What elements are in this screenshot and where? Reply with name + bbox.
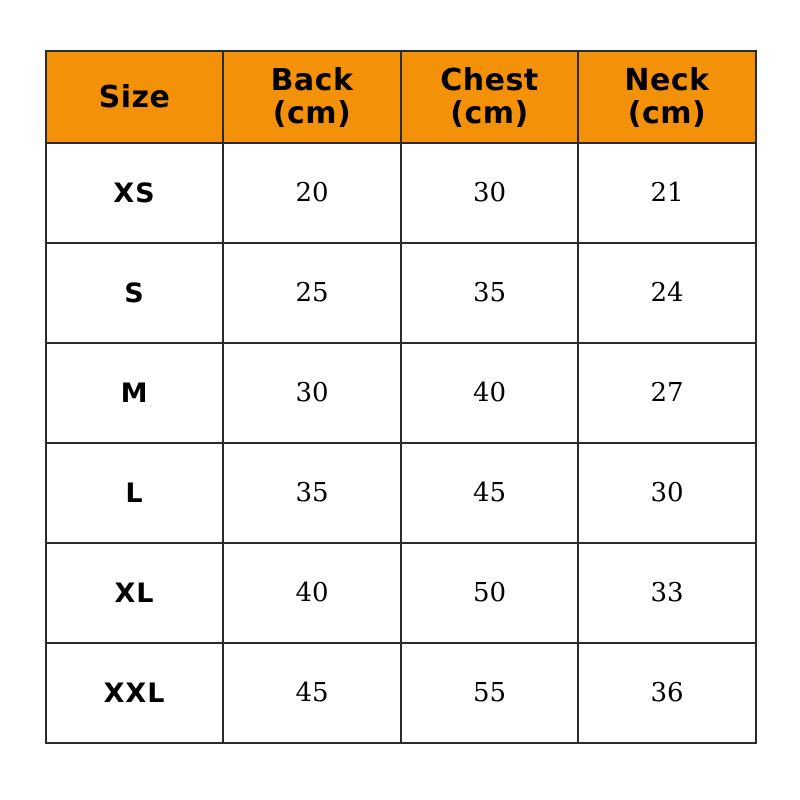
column-header-size-line1: Size bbox=[98, 79, 171, 115]
column-header-chest bbox=[401, 51, 578, 143]
column-header-neck-line2: (cm) bbox=[627, 96, 707, 131]
cell-chest: 35 bbox=[401, 243, 578, 343]
cell-neck: 30 bbox=[578, 443, 756, 543]
cell-chest: 50 bbox=[401, 543, 578, 643]
cell-back: 35 bbox=[223, 443, 401, 543]
cell-chest: 40 bbox=[401, 343, 578, 443]
column-header-neck bbox=[578, 51, 756, 143]
column-header-chest-line1: Chest bbox=[440, 63, 539, 98]
cell-neck: 27 bbox=[578, 343, 756, 443]
column-header-size bbox=[46, 51, 223, 143]
table-row bbox=[46, 243, 756, 343]
cell-chest: 45 bbox=[401, 443, 578, 543]
cell-chest: 30 bbox=[401, 143, 578, 243]
cell-back: 45 bbox=[223, 643, 401, 743]
table-row bbox=[46, 643, 756, 743]
cell-neck: 33 bbox=[578, 543, 756, 643]
column-header-chest-line2: (cm) bbox=[450, 96, 529, 131]
column-header-back-line2: (cm) bbox=[272, 96, 352, 131]
cell-back: 25 bbox=[223, 243, 401, 343]
size-chart-table bbox=[45, 50, 757, 744]
cell-size: XXL bbox=[46, 643, 223, 743]
table-row bbox=[46, 143, 756, 243]
cell-back: 20 bbox=[223, 143, 401, 243]
cell-size: S bbox=[46, 243, 223, 343]
cell-back: 30 bbox=[223, 343, 401, 443]
cell-chest: 55 bbox=[401, 643, 578, 743]
cell-size: L bbox=[46, 443, 223, 543]
table-row bbox=[46, 443, 756, 543]
column-header-back-line1: Back bbox=[270, 63, 354, 98]
header-row bbox=[46, 51, 756, 143]
cell-neck: 36 bbox=[578, 643, 756, 743]
table-header bbox=[46, 51, 756, 143]
cell-neck: 21 bbox=[578, 143, 756, 243]
cell-size: M bbox=[46, 343, 223, 443]
column-header-back bbox=[223, 51, 401, 143]
column-header-neck-line1: Neck bbox=[624, 63, 710, 98]
size-chart-container bbox=[45, 50, 755, 744]
cell-neck: 24 bbox=[578, 243, 756, 343]
cell-size: XS bbox=[46, 143, 223, 243]
cell-size: XL bbox=[46, 543, 223, 643]
cell-back: 40 bbox=[223, 543, 401, 643]
table-body bbox=[46, 143, 756, 743]
table-row bbox=[46, 543, 756, 643]
table-row bbox=[46, 343, 756, 443]
